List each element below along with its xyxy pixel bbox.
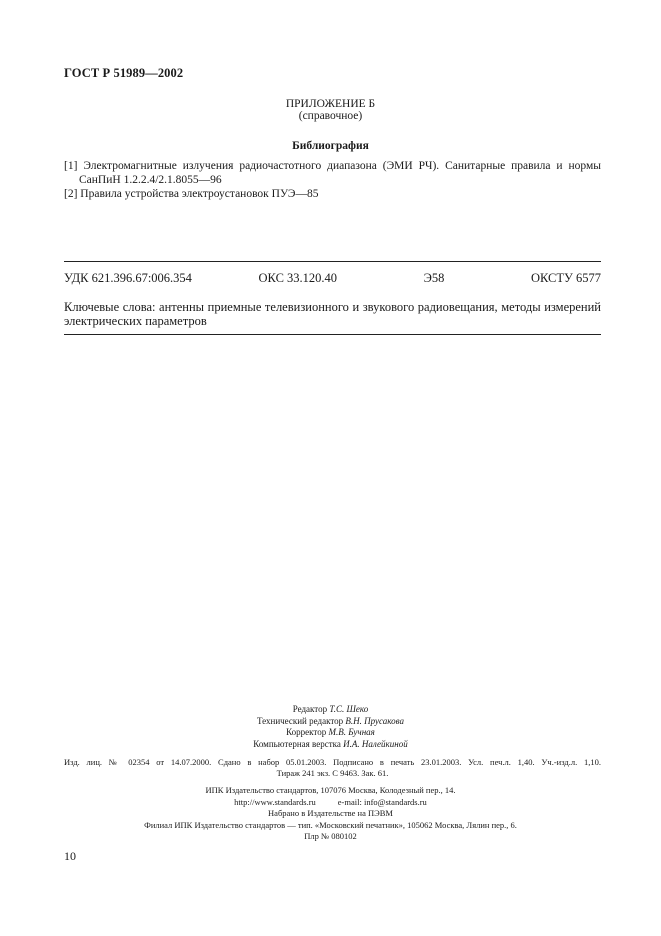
credit-name: Т.С. Шеко (329, 704, 369, 714)
credit-layout (0, 739, 661, 751)
appendix-subtitle: (справочное) (298, 110, 363, 122)
publisher-branch: Филиал ИПК Издательство стандартов — тип. «Московский печатник», 105062 Москва, Лялин пер., 6. (144, 819, 517, 830)
group-code: Э58 (423, 271, 445, 285)
bibliography-title: Библиография (292, 140, 369, 152)
bibliography-reference-2 (64, 187, 601, 201)
keywords-line-1: Ключевые слова: антенны приемные телевизионного и звукового радиовещания, методы измерений (64, 300, 601, 314)
credit-technical-editor (0, 716, 661, 728)
publisher-email: e-mail: info@standards.ru (337, 796, 427, 807)
okstu-code: ОКСТУ 6577 (530, 271, 601, 285)
credit-name: В.Н. Прусакова (345, 715, 405, 726)
credit-proofreader (0, 727, 661, 739)
udk-code: УДК 621.396.67:006.354 (64, 271, 192, 285)
bibliography-reference-1 (64, 159, 601, 187)
reference-1-line-1: [1] Электромагнитные излучения радиочастотного диапазона (ЭМИ РЧ). Санитарные правила и нормы (64, 160, 601, 172)
credit-name: И.А. Налейкиной (343, 738, 408, 749)
credit-name: М.В. Бучная (328, 727, 375, 737)
credit-role: Компьютерная верстка (253, 738, 341, 749)
classification-codes (64, 271, 601, 286)
bottom-divider (64, 334, 601, 335)
oks-code: ОКС 33.120.40 (258, 271, 338, 285)
credit-role: Редактор (292, 704, 328, 714)
imprint-line-2: Тираж 241 экз. С 9463. Зак. 61. (276, 768, 389, 778)
publisher-block (0, 785, 661, 843)
imprint-line-1: Изд. лиц. № 02354 от 14.07.2000. Сдано в набор 05.01.2003. Подписано в печать 23.01.2003. Усл. печ.л. 1,40. Уч.-изд.л. 1,10. (64, 757, 601, 767)
credit-role: Технический редактор (256, 715, 344, 726)
publisher-typeset: Набрано в Издательстве на ПЭВМ (268, 808, 393, 818)
appendix-title: ПРИЛОЖЕНИЕ Б (285, 98, 376, 110)
reference-2-line-1: [2] Правила устройства электроустановок ПУЭ—85 (64, 188, 319, 200)
publisher-license: Плр № 080102 (304, 831, 357, 841)
publisher-contacts (0, 797, 661, 809)
reference-1-line-2: СанПиН 1.2.2.4/2.1.8055—96 (79, 174, 222, 186)
top-divider (64, 261, 601, 262)
imprint-block (64, 757, 601, 779)
keywords (64, 300, 601, 328)
document-header: ГОСТ Р 51989—2002 (64, 66, 184, 80)
credits-block (0, 704, 661, 750)
publisher-address: ИПК Издательство стандартов, 107076 Москва, Колодезный пер., 14. (205, 785, 456, 795)
publisher-website: http://www.standards.ru (234, 796, 316, 807)
page-number: 10 (64, 849, 76, 863)
credit-role: Корректор (286, 727, 327, 737)
credit-editor (0, 704, 661, 716)
keywords-line-2: электрических параметров (64, 314, 207, 328)
